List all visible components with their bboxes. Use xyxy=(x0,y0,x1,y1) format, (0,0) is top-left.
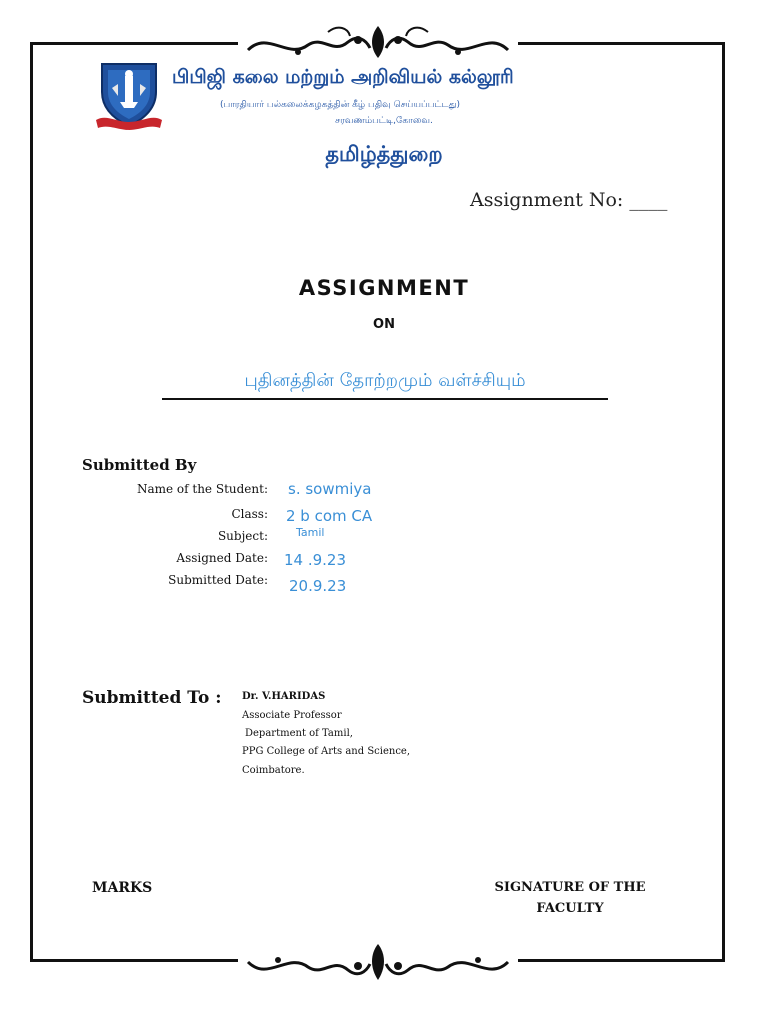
class-value: 2 b com CA xyxy=(286,507,373,525)
subject-value: Tamil xyxy=(296,526,325,539)
top-ornament-icon xyxy=(238,20,518,64)
assignment-topic: புதினத்தின் தோற்றமும் வள்ச்சியும் xyxy=(244,370,526,391)
marks-label: MARKS xyxy=(92,880,153,896)
assignment-heading: ASSIGNMENT xyxy=(298,276,470,300)
assignment-number: Assignment No: ____ xyxy=(470,189,668,211)
assigned-date-value: 14 .9.23 xyxy=(284,551,347,569)
signature-line-1: SIGNATURE OF THE xyxy=(494,880,646,895)
topic-underline xyxy=(162,398,608,400)
student-name-value: s. sowmiya xyxy=(288,480,372,498)
assigned-date-label: Assigned Date: xyxy=(176,551,268,565)
student-name-label: Name of the Student: xyxy=(136,482,268,496)
submitted-date-label: Submitted Date: xyxy=(168,573,268,587)
department-name: தமிழ்த்துறை xyxy=(325,142,443,166)
college-name: பிபிஜி கலை மற்றும் அறிவியல் கல்லூரி xyxy=(172,66,514,88)
page-border xyxy=(30,42,725,962)
subject-label: Subject: xyxy=(217,529,268,543)
college-affiliation: (பாரதியார் பல்கலைக்கழகத்தின் கீழ் பதிவு செய்யப்பட்டது) xyxy=(220,100,461,110)
college-location: சரவணம்பட்டி,கோவை. xyxy=(335,116,433,126)
faculty-name: Dr. V.HARIDAS xyxy=(242,691,326,702)
faculty-college: PPG College of Arts and Science, xyxy=(242,746,411,757)
faculty-signature-label xyxy=(470,877,670,919)
bottom-ornament-icon xyxy=(238,940,518,984)
submitted-to-heading: Submitted To : xyxy=(82,688,222,708)
submitted-by-heading: Submitted By xyxy=(82,456,197,474)
signature-line-2: FACULTY xyxy=(536,901,604,916)
class-label: Class: xyxy=(231,507,268,521)
faculty-department: Department of Tamil, xyxy=(245,728,353,739)
on-label: ON xyxy=(373,317,395,332)
faculty-city: Coimbatore. xyxy=(242,765,305,776)
faculty-designation: Associate Professor xyxy=(242,710,342,721)
submitted-date-value: 20.9.23 xyxy=(289,577,347,595)
